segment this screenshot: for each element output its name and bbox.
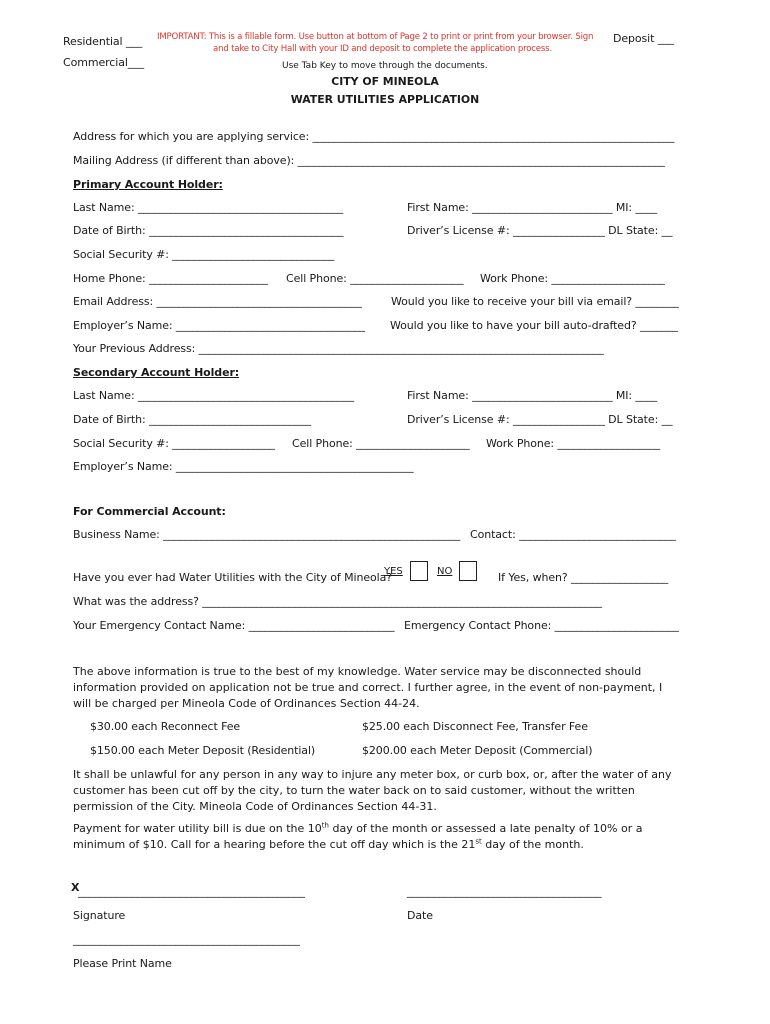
disconnect-fee: $25.00 each Disconnect Fee, Transfer Fee xyxy=(362,720,588,733)
previous-address-field[interactable]: Your Previous Address: ___________________________________________________________________________ xyxy=(73,342,604,355)
secondary-license-field[interactable]: Driver’s License #: _________________ DL State: __ xyxy=(407,413,673,426)
page-subtitle: WATER UTILITIES APPLICATION xyxy=(290,93,480,106)
tampering-paragraph: It shall be unlawful for any person in any way to injure any meter box, or curb box, or, after the water of any customer has been cut off by the city, to turn the water back on to said customer, without the written permission of the City. Mineola Code of Ordinances Section 44-31. xyxy=(73,768,672,813)
tab-key-note: Use Tab Key to move through the documents. xyxy=(282,61,488,71)
payment-sup-th: th xyxy=(321,821,329,830)
signature-line[interactable]: __________________________________________ xyxy=(78,885,305,898)
residential-deposit: $150.00 each Meter Deposit (Residential) xyxy=(90,744,316,757)
primary-last-name-field[interactable]: Last Name: ______________________________________ xyxy=(73,201,344,214)
email-bill-field[interactable]: Would you like to receive your bill via email? ________ xyxy=(391,295,679,308)
secondary-last-name-field[interactable]: Last Name: ________________________________________ xyxy=(73,389,354,402)
commercial-deposit: $200.00 each Meter Deposit (Commercial) xyxy=(362,744,593,757)
emergency-contact-phone-field[interactable]: Emergency Contact Phone: _______________________ xyxy=(404,619,679,632)
yes-label: YES xyxy=(384,566,403,577)
primary-home-phone-field[interactable]: Home Phone: ______________________ xyxy=(73,272,268,285)
secondary-holder-heading: Secondary Account Holder: xyxy=(73,366,240,379)
date-label: Date xyxy=(407,909,433,922)
residential-field[interactable]: Residential ___ xyxy=(63,35,143,48)
no-checkbox[interactable] xyxy=(459,561,477,581)
deposit-field[interactable]: Deposit ___ xyxy=(613,32,674,45)
date-line[interactable]: ____________________________________ xyxy=(407,885,602,898)
primary-ssn-field[interactable]: Social Security #: ______________________________ xyxy=(73,248,335,261)
payment-text-a: Payment for water utility bill is due on the 10 xyxy=(73,822,322,835)
business-name-field[interactable]: Business Name: _______________________________________________________ xyxy=(73,528,461,541)
reconnect-fee: $30.00 each Reconnect Fee xyxy=(90,720,241,733)
emergency-contact-name-field[interactable]: Your Emergency Contact Name: ___________________________ xyxy=(73,619,395,632)
print-name-label: Please Print Name xyxy=(73,957,172,970)
signature-x-mark: X xyxy=(71,881,80,894)
secondary-cell-phone-field[interactable]: Cell Phone: _____________________ xyxy=(292,437,470,450)
no-label: NO xyxy=(437,566,453,577)
if-yes-when-field[interactable]: If Yes, when? __________________ xyxy=(498,571,669,584)
secondary-work-phone-field[interactable]: Work Phone: ___________________ xyxy=(486,437,661,450)
service-address-field[interactable]: Address for which you are applying service: ___________________________________________________________________ xyxy=(73,130,675,143)
secondary-dob-field[interactable]: Date of Birth: ______________________________ xyxy=(73,413,311,426)
important-notice-line1: IMPORTANT: This is a fillable form. Use button at bottom of Page 2 to print or print from your browser. Sign xyxy=(157,32,594,42)
previous-service-address-field[interactable]: What was the address? __________________________________________________________________________ xyxy=(73,595,602,608)
primary-dob-field[interactable]: Date of Birth: ____________________________________ xyxy=(73,224,344,237)
primary-license-field[interactable]: Driver’s License #: _________________ DL State: __ xyxy=(407,224,673,237)
important-notice-line2: and take to City Hall with your ID and deposit to complete the application process. xyxy=(213,44,552,54)
commercial-field[interactable]: Commercial___ xyxy=(63,56,144,69)
secondary-ssn-field[interactable]: Social Security #: ___________________ xyxy=(73,437,275,450)
yes-checkbox[interactable] xyxy=(410,561,428,581)
primary-email-field[interactable]: Email Address: ______________________________________ xyxy=(73,295,362,308)
signature-label: Signature xyxy=(73,909,126,922)
certification-paragraph: The above information is true to the best of my knowledge. Water service may be disconnected should information provided on application not be true and correct. I further agree, in the event of non-payment, I will be charged per Mineola Code of Ordinances Section 44-24. xyxy=(73,665,663,710)
secondary-first-name-field[interactable]: First Name: __________________________ MI: ____ xyxy=(407,389,658,402)
payment-sup-st: st xyxy=(475,837,482,846)
commercial-heading: For Commercial Account: xyxy=(73,505,226,518)
secondary-employer-field[interactable]: Employer’s Name: ____________________________________________ xyxy=(73,460,414,473)
page-title: CITY OF MINEOLA xyxy=(331,75,439,88)
primary-holder-heading: Primary Account Holder: xyxy=(73,178,223,191)
autodraft-field[interactable]: Would you like to have your bill auto-drafted? _______ xyxy=(390,319,678,332)
payment-text-c: day of the month. xyxy=(481,838,584,851)
contact-field[interactable]: Contact: _____________________________ xyxy=(470,528,676,541)
mailing-address-field[interactable]: Mailing Address (if different than above): ____________________________________________________________________ xyxy=(73,154,665,167)
payment-text-b: day of the month or assessed a late penalty of 10% or a minimum of $10. Call for a hearing before the cut off day which is the 21 xyxy=(73,822,643,851)
payment-paragraph xyxy=(73,821,683,853)
primary-work-phone-field[interactable]: Work Phone: _____________________ xyxy=(480,272,665,285)
print-name-line[interactable]: __________________________________________ xyxy=(73,933,300,946)
primary-employer-field[interactable]: Employer’s Name: ___________________________________ xyxy=(73,319,365,332)
primary-first-name-field[interactable]: First Name: __________________________ MI: ____ xyxy=(407,201,658,214)
primary-cell-phone-field[interactable]: Cell Phone: _____________________ xyxy=(286,272,464,285)
previous-service-question: Have you ever had Water Utilities with the City of Mineola? xyxy=(73,571,392,584)
